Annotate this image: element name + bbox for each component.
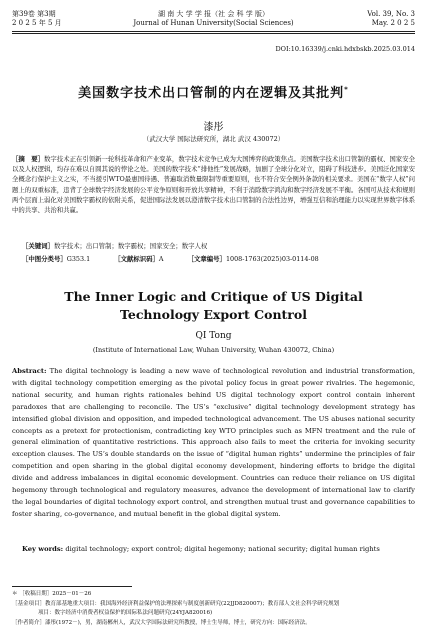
chinese-abstract	[12, 154, 415, 215]
chinese-abstract-label: ［摘 要］	[12, 155, 44, 163]
volume-issue: 第39卷 第3期	[12, 10, 56, 18]
footnotes	[12, 590, 415, 628]
header-rule-top	[12, 31, 415, 32]
article-id-value: 1008-1763(2025)03-0114-08	[225, 255, 319, 263]
volume-issue-en: Vol. 39, No. 3	[367, 10, 415, 18]
publication-date-cn: 2 0 2 5 年 5 月	[12, 19, 62, 27]
clc-value: G353.1	[66, 255, 91, 263]
footnote-funding-cont: 项目：数字经济中消费者权益保护的国际私法问题研究(24YJA820016)	[38, 610, 213, 616]
chinese-title-text: 美国数字技术出口管制的内在逻辑及其批判	[78, 86, 345, 101]
chinese-affiliation: （武汉大学 国际法研究所，湖北 武汉 430072）	[142, 135, 285, 143]
journal-volume-info-en	[367, 10, 415, 28]
english-affiliation: (Institute of International Law, Wuhan University, Wuhan 430072, China)	[92, 346, 335, 354]
chinese-keywords-label: ［关键词］	[22, 242, 54, 250]
chinese-keywords	[22, 241, 415, 250]
journal-name-en: Journal of Hunan University(Social Sciences)	[133, 19, 294, 27]
chinese-author: 漆彤	[203, 122, 224, 133]
doc-code-label: ［文献标识码］	[114, 255, 159, 263]
english-abstract	[12, 366, 415, 521]
journal-name-cn: 湖 南 大 学 学 报（社 会 科 学 版）	[157, 10, 270, 18]
english-abstract-label: Abstract:	[12, 367, 47, 375]
doc-code-value: A	[158, 255, 164, 263]
classification-row	[22, 254, 415, 263]
footnote-rule	[12, 586, 132, 587]
english-title-line-2: Technology Export Control	[120, 307, 307, 322]
clc-label: ［中图分类号］	[22, 255, 67, 263]
english-title	[0, 288, 427, 324]
english-abstract-text: The digital technology is leading a new wave of technological revolution and industrial transformation, with digital technology competition emerging as the pivotal policy focus in great power rivalries. The hegemonic, national security, and human rights rationales behind US digital technology export control contain inherent paradoxes that are challenging to reconcile. The US’s “exclusive” digital technology development strategy has intensified global division and opposition, and impeded technological advancement. The US abuses national security concepts as a pretext for protectionism, contradicting key WTO principles such as MFN treatment and the rule of general elimination of quantitative restrictions. This approach also fails to meet the criteria for invoking security exception clauses. The US’s double standards on the issue of “digital human rights” undermine the principles of fair competition and open sharing in the global digital economy development, hindering efforts to bridge the digital divide and address imbalances in digital economic development. Countries can reduce their reliance on US digital hegemony through technological and regulatory measures, advance the development of international law to clarify the legal boundaries of digital technology export control, and strengthen mutual trust and governance capabilities to foster sharing, co-governance, and mutual benefit in the global digital system.	[12, 367, 415, 518]
english-title-line-1: The Inner Logic and Critique of US Digital	[64, 289, 363, 304]
doi[interactable]: DOI:10.16339/j.cnki.hdxbskb.2025.03.014	[275, 45, 415, 53]
english-keywords	[22, 545, 415, 553]
chinese-abstract-text: 数字技术正在引领新一轮科技革命和产业变革，数字技术竞争已成为大国博弈的政策焦点。美国数字技术出口管制的霸权、国家安全以及人权逻辑，均存在难以自圆其说的悖论之处。美国的数字技术“排他性”发展战略，加剧了全球分化对立，阻碍了科技进步。美国泛化国家安全概念行保护主义之实，不当援引WTO最惠国待遇、普遍取消数量限制等重要原则，也不符合安全例外条款的相关要求。美国在“数字人权”问题上的双重标准，违背了全球数字经济发展的公平竞争原则和开放共享精神，不利于消除数字鸿沟和数字经济发展不平衡。各国可从技术和规则两个层面上弱化对美国数字霸权的依附关系，促进国际法发展以澄清数字技术出口管制的合法性边界，增强互信和治理能力以实现世界数字体系中的共享、共治和共赢。	[12, 155, 415, 215]
title-footnote-mark: *	[344, 85, 349, 94]
journal-volume-info	[12, 10, 62, 28]
chinese-keywords-text: 数字技术；出口管制；数字霸权；国家安全；数字人权	[53, 242, 208, 250]
article-id-label: ［文章编号］	[187, 255, 226, 263]
english-keywords-label: Key words:	[22, 545, 64, 553]
publication-date-en: May. 2 0 2 5	[371, 19, 415, 27]
footnote-author-bio: ［作者简介］漆彤(1972－)，男，湖南郴州人，武汉大学国际法研究所教授，博士生导师，博士，研究方向：国际经济法。	[12, 619, 311, 626]
header-rule-bottom	[12, 33, 415, 34]
english-keywords-text: digital technology; export control; digital hegemony; national security; digital human rights	[65, 545, 380, 553]
english-author: QI Tong	[195, 331, 232, 341]
footnote-received-date: ＊ ［收稿日期］2025－01－26	[12, 591, 92, 597]
footnote-funding: ［基金项目］教育部基地重大项目：我国海外经济利益保护的法理探索与制度创新研究(22JJD820007)；教育部人文社会科学研究规划	[12, 600, 340, 607]
journal-name	[110, 10, 317, 28]
chinese-title	[0, 82, 427, 101]
